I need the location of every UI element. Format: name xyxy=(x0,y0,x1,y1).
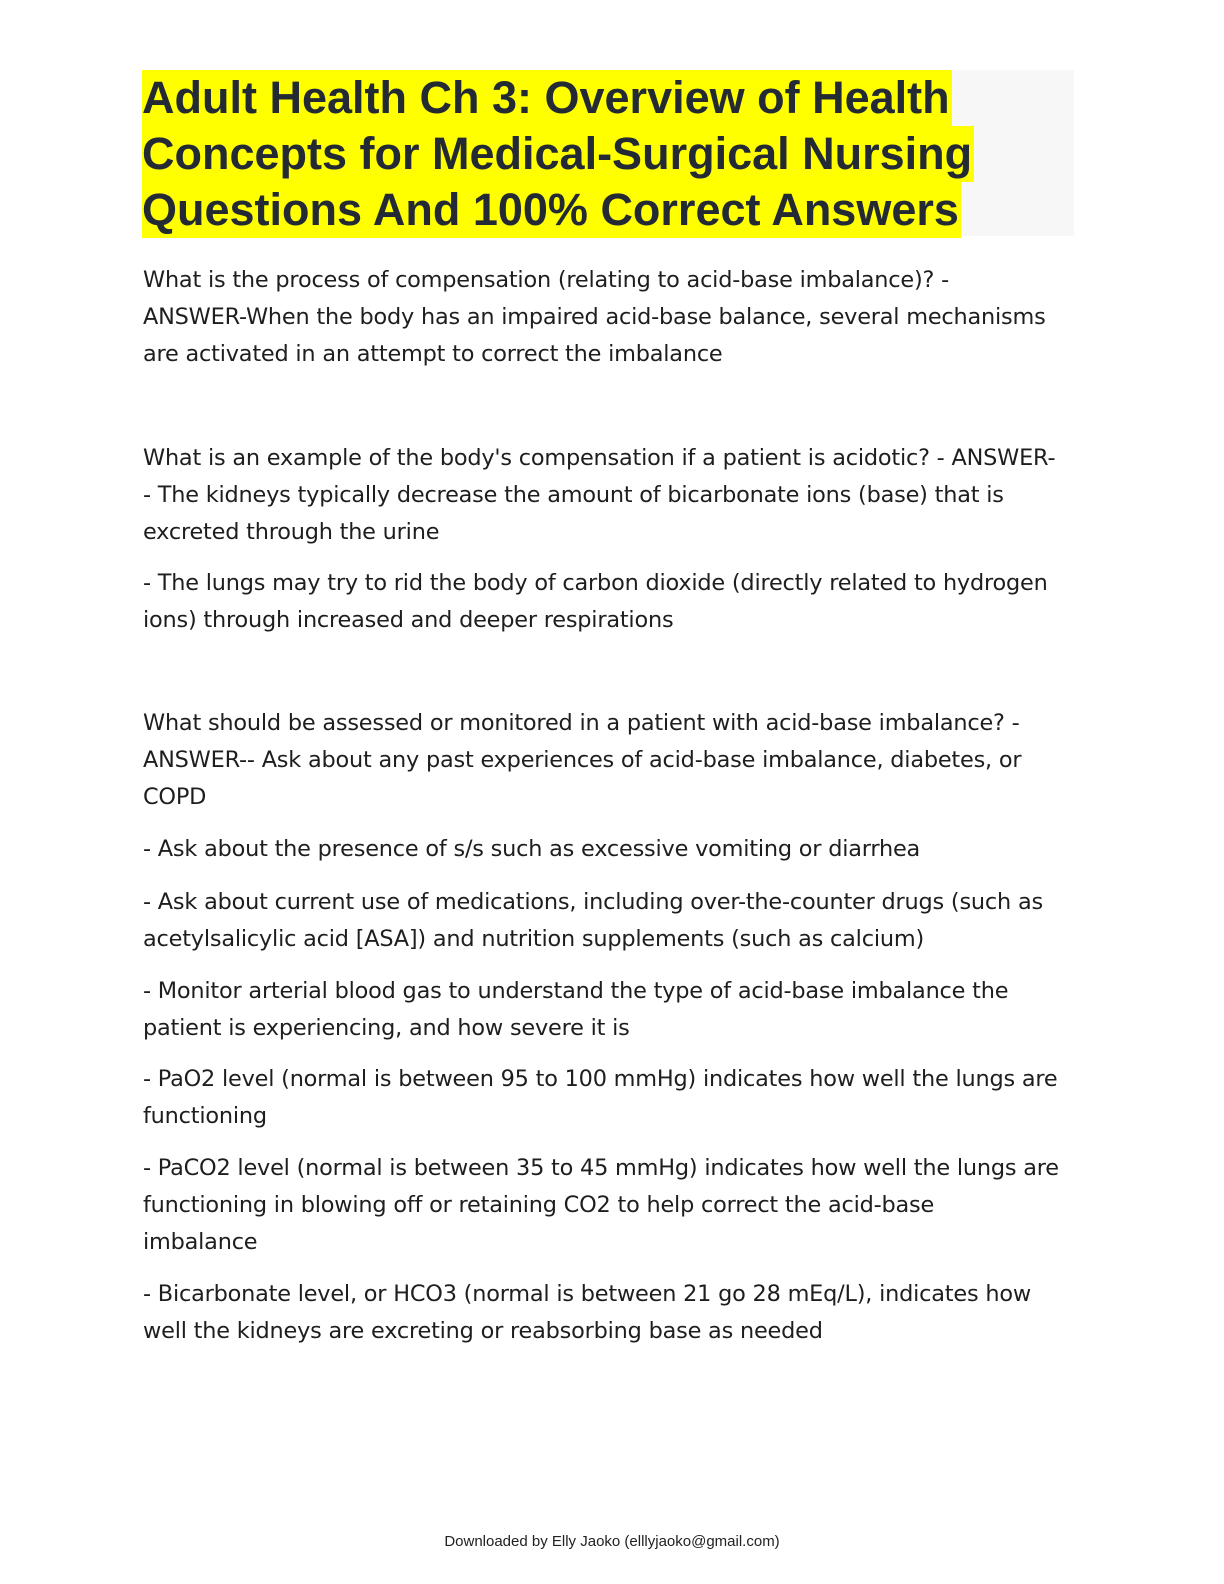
qa-item-2 xyxy=(143,440,1083,550)
qa-1-paragraph-1: What is the process of compensation (relating to acid-base imbalance)? - ANSWER-When the body has an impaired acid-base balance, several mechanisms are activated in an attempt to correct the imbalance xyxy=(143,267,1046,367)
qa-3-paragraph-3: - Ask about current use of medications, including over-the-counter drugs (such as acetylsalicylic acid [ASA]) and nutrition supplements (such as calcium) xyxy=(143,889,1043,952)
qa-3-paragraph-7: - Bicarbonate level, or HCO3 (normal is between 21 go 28 mEq/L), indicates how well the kidneys are excreting or reabsorbing base as needed xyxy=(143,1281,1031,1344)
qa-3-paragraph-4: - Monitor arterial blood gas to understand the type of acid-base imbalance the patient is experiencing, and how severe it is xyxy=(143,978,1009,1041)
title-line-1: Adult Health Ch 3: Overview of Health xyxy=(142,70,952,126)
title-block xyxy=(142,70,1074,236)
qa-item-3-p7 xyxy=(143,1276,1083,1350)
qa-item-3-p6 xyxy=(143,1150,1083,1260)
qa-3-paragraph-1: What should be assessed or monitored in a patient with acid-base imbalance? - ANSWER-- Ask about any past experiences of acid-base imbalance, diabetes, or COPD xyxy=(143,710,1022,810)
page-title xyxy=(142,70,1074,238)
qa-2-paragraph-2: - The lungs may try to rid the body of carbon dioxide (directly related to hydrogen ions) through increased and deeper respirations xyxy=(143,570,1048,633)
qa-item-3 xyxy=(143,705,1083,815)
qa-item-1 xyxy=(143,262,1083,372)
download-footer: Downloaded by Elly Jaoko (elllyjaoko@gmail.com) xyxy=(444,1533,780,1550)
qa-item-3-p4 xyxy=(143,973,1083,1047)
title-line-2: Concepts for Medical-Surgical Nursing xyxy=(142,126,974,182)
qa-item-3-p3 xyxy=(143,884,1083,958)
qa-3-paragraph-5: - PaO2 level (normal is between 95 to 100 mmHg) indicates how well the lungs are functioning xyxy=(143,1066,1058,1129)
qa-item-2-cont xyxy=(143,565,1083,639)
qa-2-paragraph-1: What is an example of the body's compensation if a patient is acidotic? - ANSWER- - The kidneys typically decrease the amount of bicarbonate ions (base) that is excreted through the urine xyxy=(143,445,1056,545)
qa-3-paragraph-2: - Ask about the presence of s/s such as excessive vomiting or diarrhea xyxy=(143,836,921,862)
title-line-3: Questions And 100% Correct Answers xyxy=(142,182,961,238)
qa-item-3-p5 xyxy=(143,1061,1083,1135)
qa-3-paragraph-6: - PaCO2 level (normal is between 35 to 45 mmHg) indicates how well the lungs are functioning in blowing off or retaining CO2 to help correct the acid-base imbalance xyxy=(143,1155,1059,1255)
qa-item-3-p2 xyxy=(143,831,1083,868)
